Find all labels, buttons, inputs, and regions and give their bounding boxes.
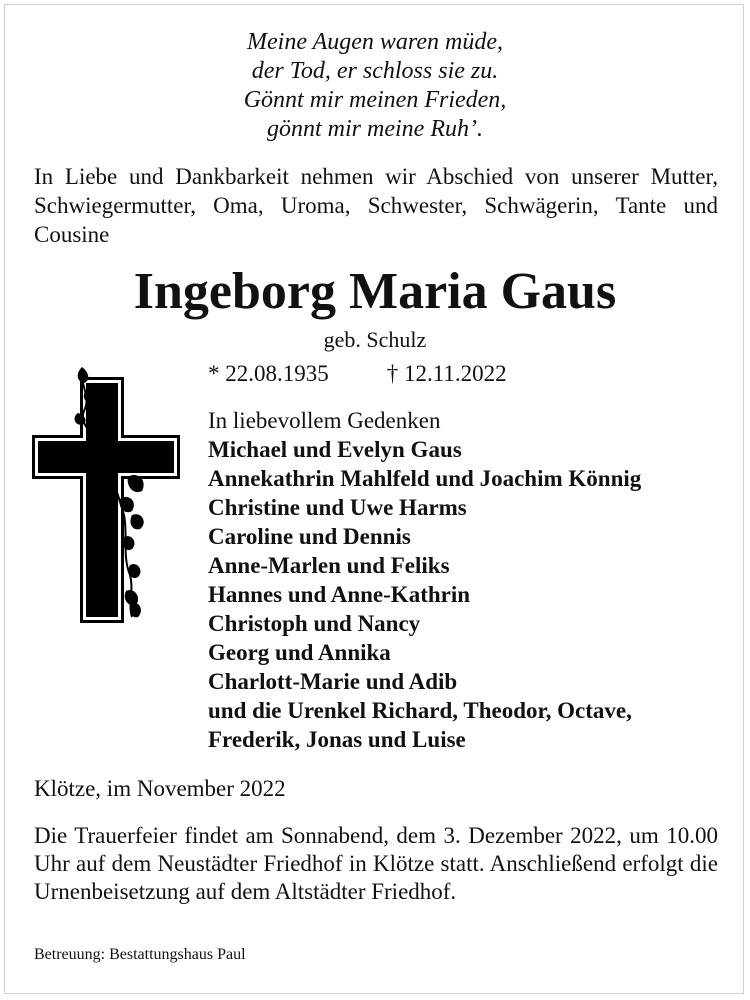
cross-shape (32, 377, 180, 623)
mourner-line: Christoph und Nancy (208, 611, 421, 636)
mourners-list (208, 406, 728, 754)
poem-line: der Tod, er schloss sie zu. (251, 58, 499, 84)
mourner-line: Anne-Marlen und Feliks (208, 553, 450, 578)
funeral-home-credit: Betreuung: Bestattungshaus Paul (34, 946, 246, 963)
poem (0, 28, 750, 144)
mourner-line: Frederik, Jonas und Luise (208, 727, 466, 752)
poem-line: gönnt mir meine Ruh’. (267, 116, 483, 142)
intro-text: In Liebe und Dankbarkeit nehmen wir Abschied von unserer Mutter, Schwiegermutter, Oma, Uroma, Schwester, Schwägerin, Tante und Cousine (34, 164, 718, 247)
deceased-name: Ingeborg Maria Gaus (133, 263, 617, 320)
death-date: † 12.11.2022 (386, 361, 507, 386)
place-date: Klötze, im November 2022 (34, 776, 286, 801)
life-dates (208, 360, 507, 388)
mourner-line: und die Urenkel Richard, Theodor, Octave, (208, 698, 632, 723)
cross-with-ivy-icon (32, 365, 182, 625)
mourner-line: Charlott-Marie und Adib (208, 669, 458, 694)
mourners-heading: In liebevollem Gedenken (208, 408, 441, 433)
mourner-line: Michael und Evelyn Gaus (208, 437, 462, 462)
mourner-line: Christine und Uwe Harms (208, 495, 467, 520)
service-info: Die Trauerfeier findet am Sonnabend, dem 3. Dezember 2022, um 10.00 Uhr auf dem Neustädter Friedhof in Klötze statt. Anschließend erfolgt die Urnenbeisetzung auf dem Altstädter Friedhof. (34, 823, 718, 904)
birth-date: * 22.08.1935 (208, 361, 329, 386)
mourner-line: Caroline und Dennis (208, 524, 411, 549)
poem-line: Meine Augen waren müde, (247, 29, 503, 55)
poem-line: Gönnt mir meinen Frieden, (243, 87, 507, 113)
mourner-line: Annekathrin Mahlfeld und Joachim Könnig (208, 466, 642, 491)
mourner-line: Georg und Annika (208, 640, 391, 665)
maiden-name: geb. Schulz (323, 327, 427, 352)
mourner-line: Hannes und Anne-Kathrin (208, 582, 471, 607)
